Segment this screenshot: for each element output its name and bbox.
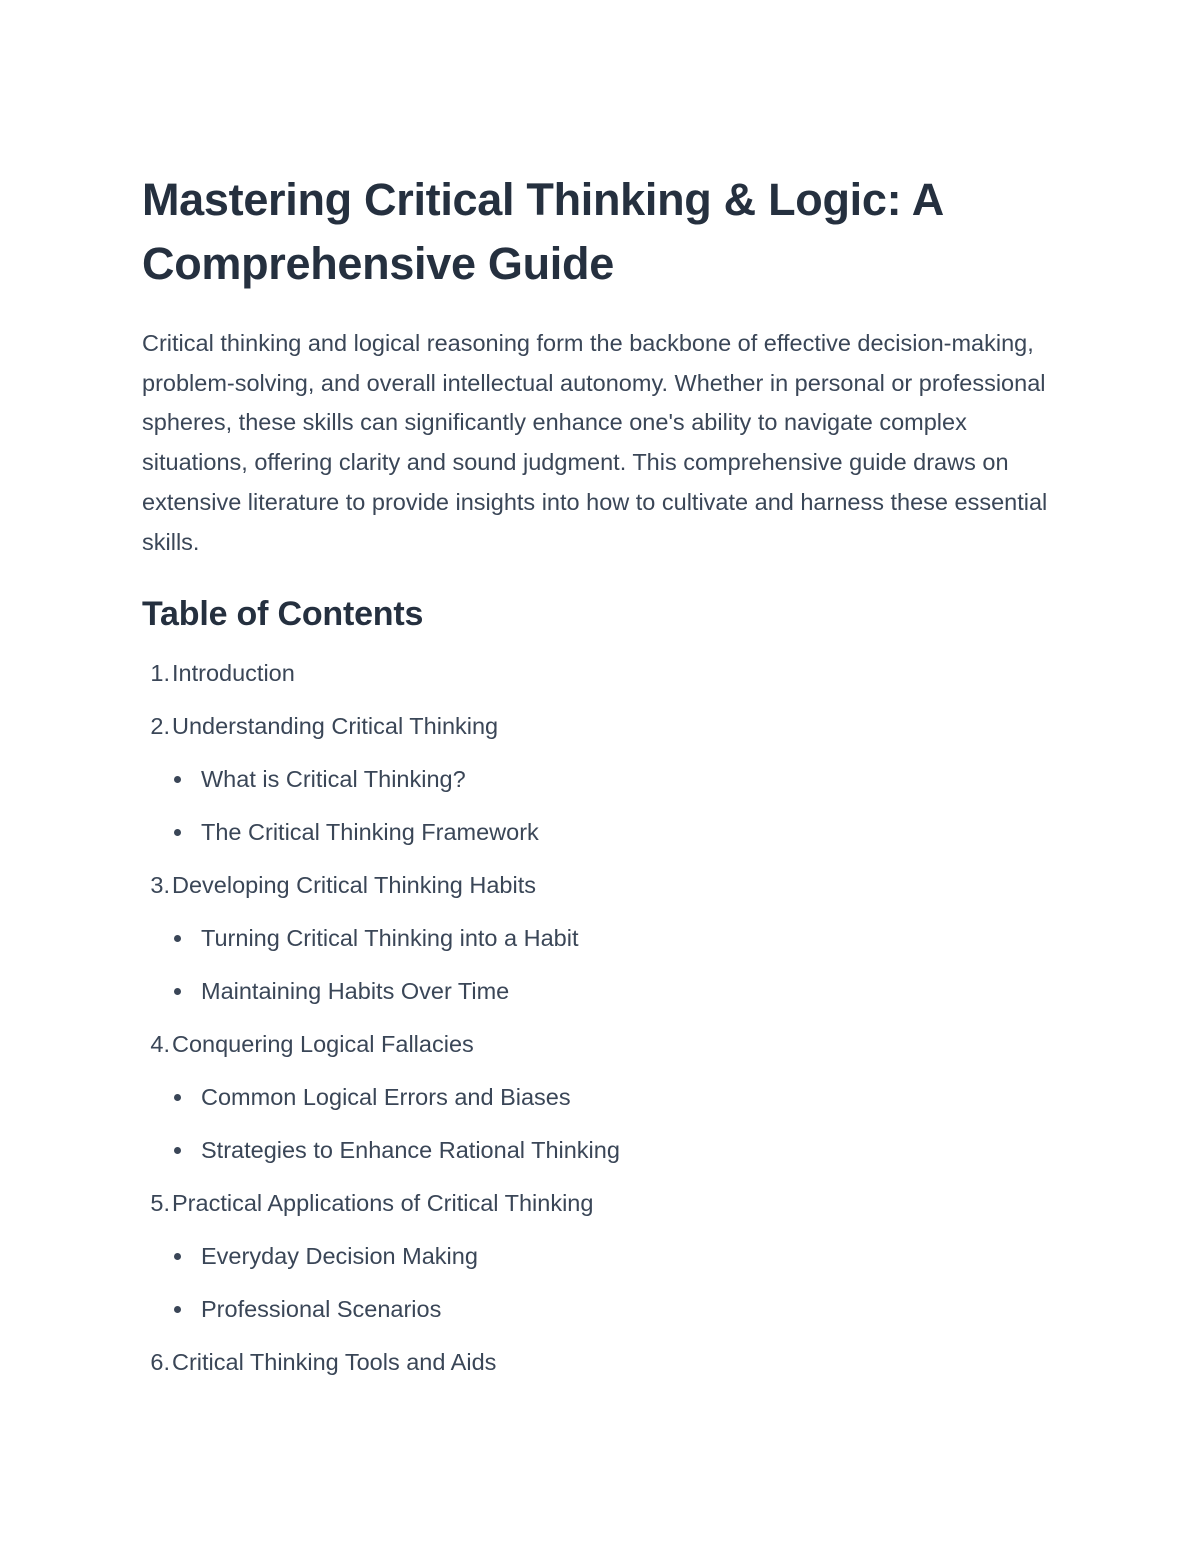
bullet-icon [174, 776, 181, 783]
toc-subitem-label: The Critical Thinking Framework [201, 819, 539, 846]
toc-item-number: 2. [150, 713, 170, 740]
toc-item-label: Introduction [172, 660, 295, 687]
toc-item-number: 5. [150, 1190, 170, 1217]
bullet-icon [174, 829, 181, 836]
toc-item-label: Critical Thinking Tools and Aids [172, 1349, 497, 1376]
toc-item-number: 3. [150, 872, 170, 899]
toc-item-label: Practical Applications of Critical Thinking [172, 1190, 594, 1217]
toc-subitem [142, 976, 1062, 1006]
bullet-icon [174, 935, 181, 942]
toc-item-number: 6. [150, 1349, 170, 1376]
toc-item [142, 658, 1062, 688]
toc-subitem-label: Strategies to Enhance Rational Thinking [201, 1137, 620, 1164]
bullet-icon [174, 988, 181, 995]
intro-paragraph: Critical thinking and logical reasoning form the backbone of effective decision-making, problem-solving, and overall intellectual autonomy. Whether in personal or professional spheres, these skills can significantly enhance one's ability to navigate complex situations, offering clarity and sound judgment. This comprehensive guide draws on extensive literature to provide insights into how to cultivate and harness these essential skills. [142, 330, 1048, 555]
toc-item-label: Conquering Logical Fallacies [172, 1031, 474, 1058]
toc-item [142, 1029, 1062, 1059]
toc-subitem [142, 764, 1062, 794]
bullet-icon [174, 1306, 181, 1313]
toc-subitem [142, 923, 1062, 953]
table-of-contents [142, 658, 1062, 1377]
toc-subitem-label: Professional Scenarios [201, 1296, 442, 1323]
document-title: Mastering Critical Thinking & Logic: A Comprehensive Guide [142, 174, 943, 289]
toc-subitem [142, 1241, 1062, 1271]
toc-item [142, 711, 1062, 741]
toc-subitem [142, 817, 1062, 847]
toc-subitem-label: Turning Critical Thinking into a Habit [201, 925, 579, 952]
toc-item-label: Understanding Critical Thinking [172, 713, 499, 740]
toc-subitem [142, 1082, 1062, 1112]
bullet-icon [174, 1147, 181, 1154]
toc-item [142, 1188, 1062, 1218]
toc-item-number: 4. [150, 1031, 170, 1058]
toc-subitem-label: Everyday Decision Making [201, 1243, 478, 1270]
toc-subitem [142, 1135, 1062, 1165]
toc-item-label: Developing Critical Thinking Habits [172, 872, 536, 899]
bullet-icon [174, 1094, 181, 1101]
document-page [142, 168, 1062, 1400]
toc-item-number: 1. [150, 660, 170, 687]
toc-subitem-label: Maintaining Habits Over Time [201, 978, 510, 1005]
toc-heading: Table of Contents [142, 595, 424, 634]
toc-subitem [142, 1294, 1062, 1324]
toc-item [142, 870, 1062, 900]
bullet-icon [174, 1253, 181, 1260]
toc-item [142, 1347, 1062, 1377]
toc-subitem-label: What is Critical Thinking? [201, 766, 466, 793]
toc-subitem-label: Common Logical Errors and Biases [201, 1084, 571, 1111]
